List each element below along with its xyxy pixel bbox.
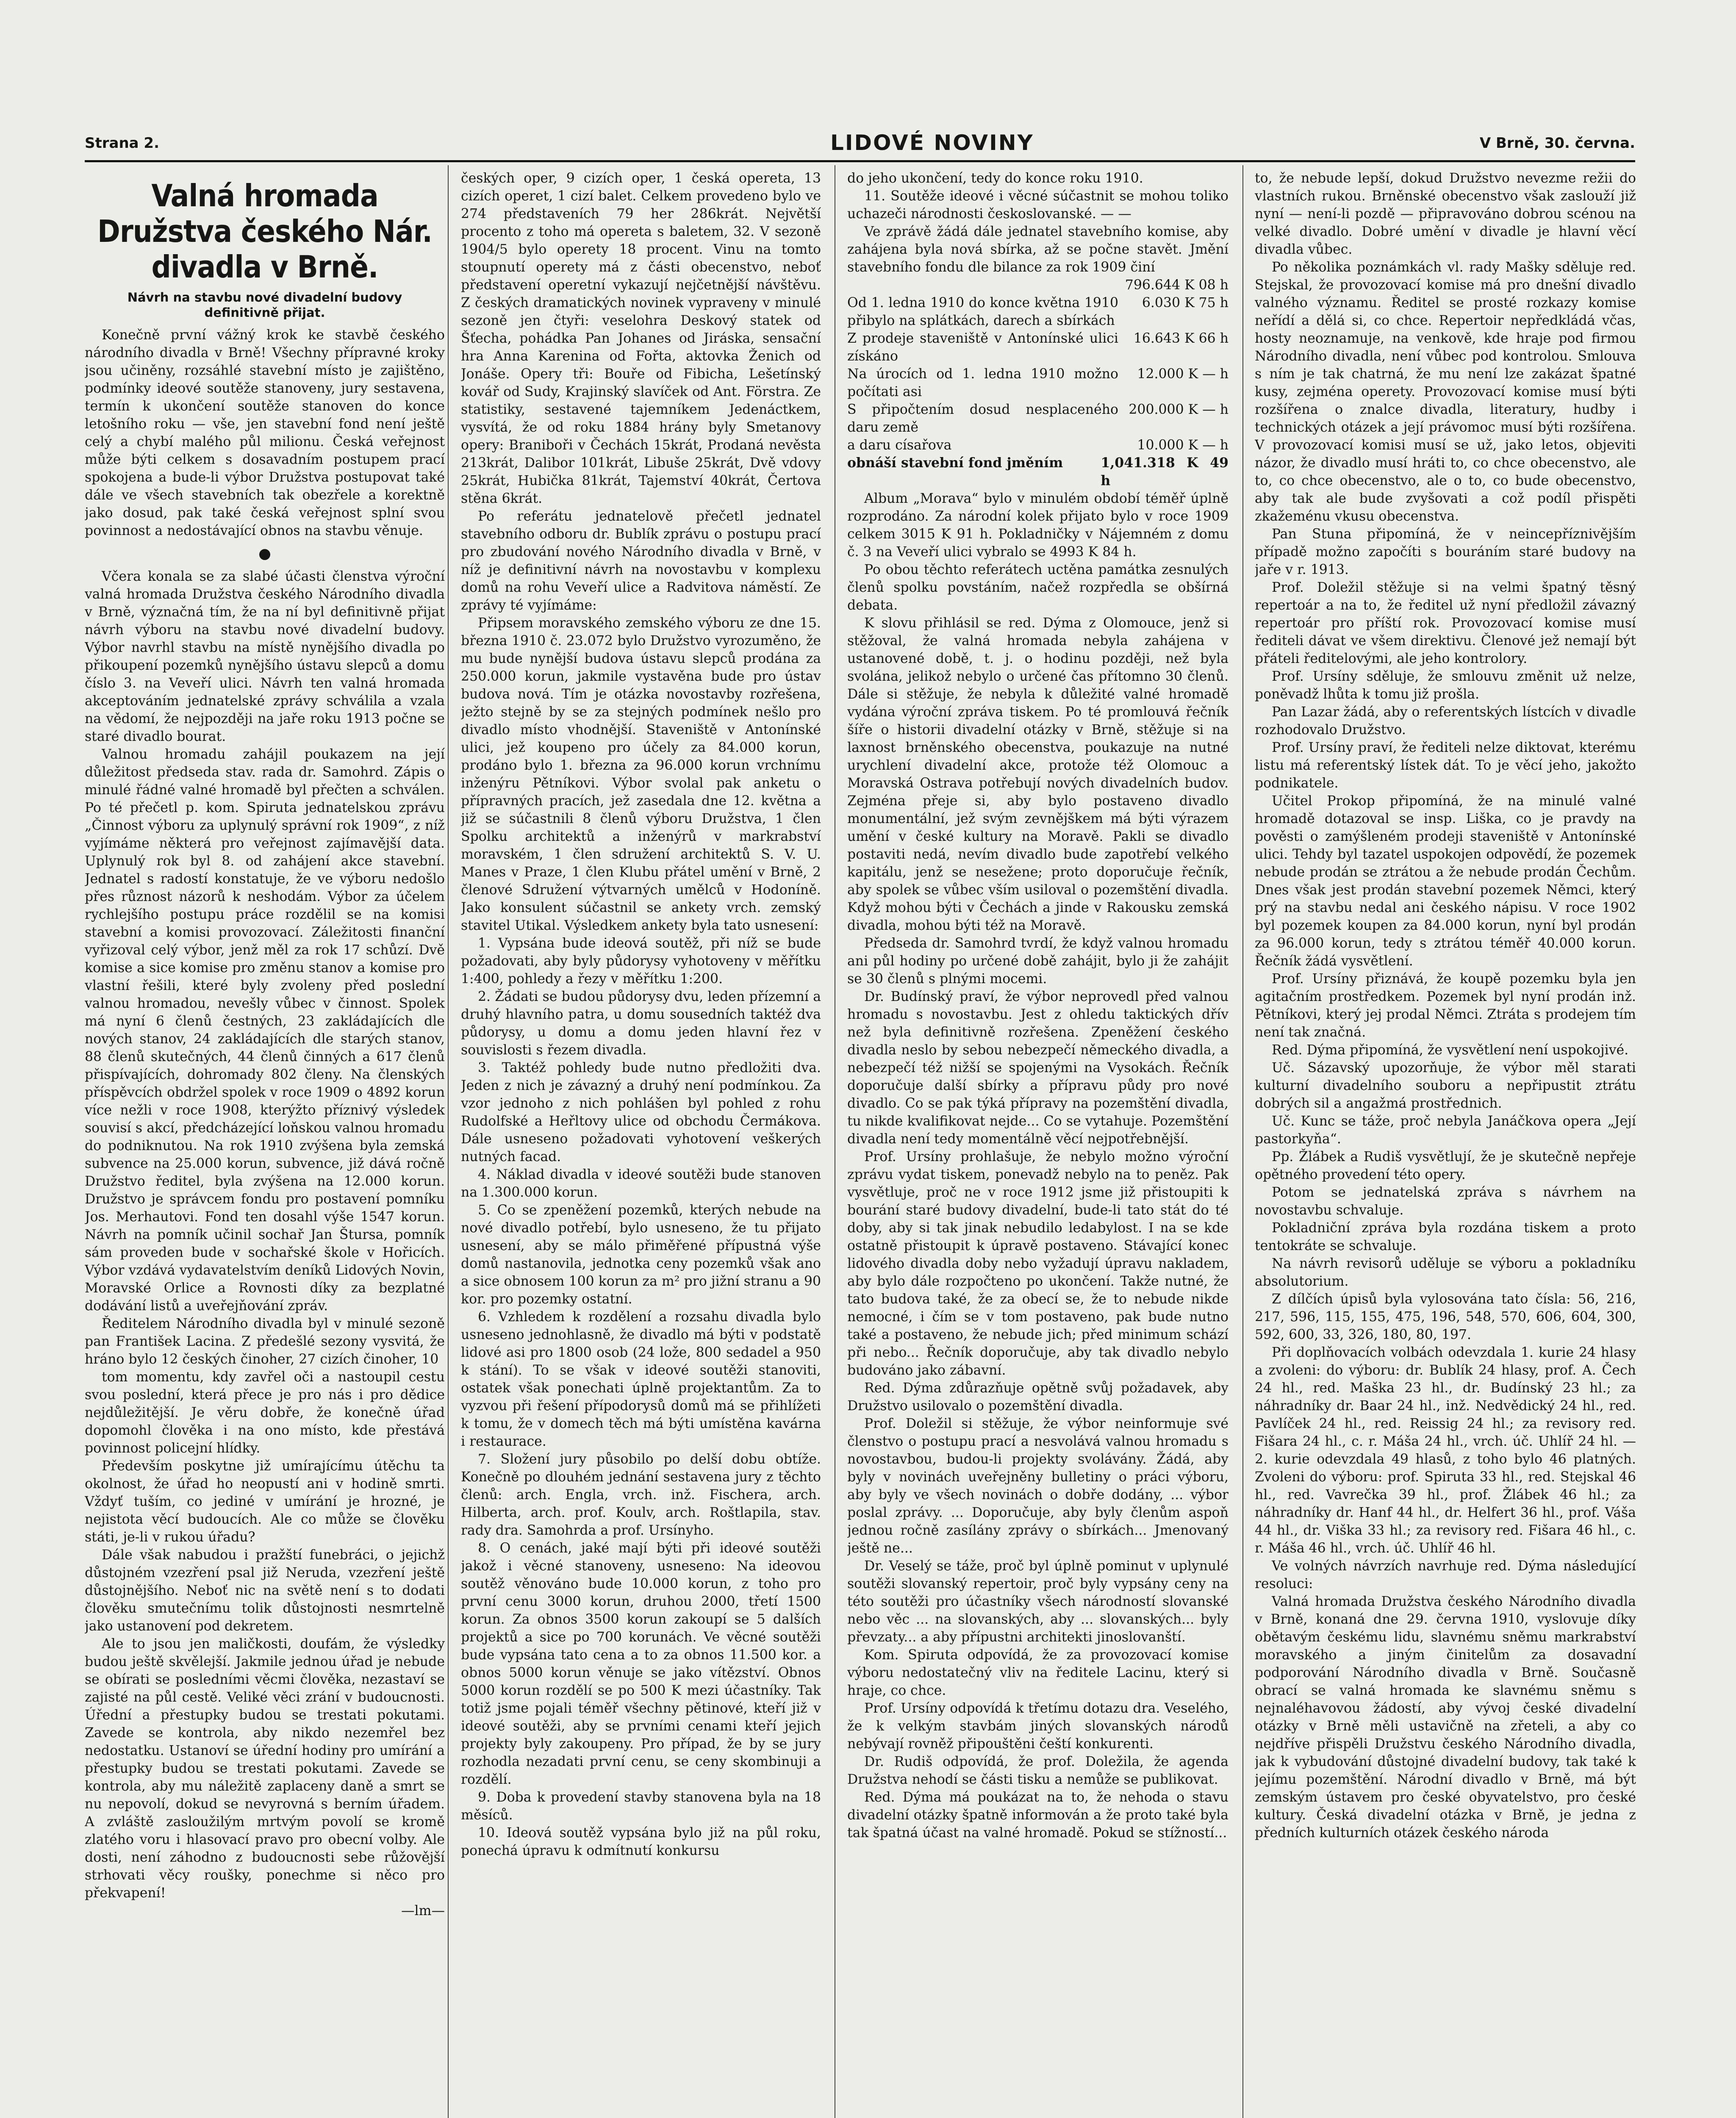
paragraph: Ve zprávě žádá dále jednatel stavebního komise, aby zahájena byla nová sbírka, až se počne stavět. Jmění stavebního fondu dle bilance za rok 1909 činí <box>847 224 1229 275</box>
paragraph: Prof. Doležil si stěžuje, že výbor neinformuje své členstvo o postupu prací a nesvolává valnou hromadu s novostavbou, budou-li projekty svolávány. Žádá, aby byly v novinách uveřejněny bulletiny o práci výboru, aby byly ve všech novinách o dobře dodány, ... výbor poslal zprávy. ... Doporučuje, aby byly členům aspoň jednou ročně zasílány zprávy o sbírkách... Jmenovaný ještě ne... <box>847 1416 1229 1556</box>
paragraph: Předseda dr. Samohrd tvrdí, že když valnou hromadu ani půl hodiny po určené době zahájit, bylo ji že zahájit se 30 členů s plnými mocemi. <box>847 936 1229 987</box>
fund-row: Na úrocích od 1. ledna 1910 možno počítati asi 12.000 K — h <box>847 366 1229 399</box>
paragraph: Pan Stuna připomíná, že v neincepříznivějším případě možno započíti s bouráním staré budovy na jaře v r. 1913. <box>1255 527 1636 577</box>
paragraph: Potom se jednatelská zpráva s návrhem na novostavbu schvaluje. <box>1255 1185 1636 1218</box>
paragraph: 5. Co se zpeněžení pozemků, kterých nebude na nové divadlo potřebí, bylo usneseno, že tu přijato usnesení, aby se málo přiměřené přípustná výše domů nastanovila, jednotka ceny pozemků však ano a sice obnosem 100 korun za m² pro jižní stranu a 90 kor. pro pozemky ostatní. <box>461 1203 821 1307</box>
paragraph: Valná hromada Družstva českého Národního divadla v Brně, konaná dne 29. června 1910, vyslovuje díky obětavým českému lidu, slavnému sněmu markrabství moravského a jiným činitelům za dosavadní podporování Národního divadla v Brně. Současně obrací se valná hromada ke slavnému sněmu s nejnaléhavovou žádostí, aby vývoj české divadelní otázky v Brně měli ustavičně na zřeteli, a aby co nejdříve přispěli Družstvu českého Národního divadla, jak k vybudování důstojné divadelní budovy, tak také k jejímu pozemštění. Národní divadlo v Brně, má být zemským ústavem pro české obyvatelstvo, pro české kultury. Česká divadelní otázka v Brně, je jedna z předních kulturních otázek českého národa <box>1255 1594 1636 1841</box>
paragraph: Ředitelem Národního divadla byl v minulé sezoně pan František Lacina. Z předešlé sezony vysvitá, že hráno bylo 12 českých činoher, 27 cizích činoher, 10 <box>85 1316 445 1367</box>
column-divider <box>1242 165 1243 2118</box>
paragraph: Red. Dýma zdůrazňuje opětně svůj požadavek, aby Družstvo usilovalo o pozemštění divadla. <box>847 1381 1229 1414</box>
fund-row: Od 1. ledna 1910 do konce května 1910 přibylo na splátkách, darech a sbírkách 6.030 K 75 h <box>847 295 1229 328</box>
masthead: LIDOVÉ NOVINY <box>830 130 1034 155</box>
article-headline: Valná hromada Družstva českého Nár. divadla v Brně. <box>97 178 432 285</box>
paragraph: 9. Doba k provedení stavby stanovena byla na 18 měsíců. <box>461 1790 821 1823</box>
paragraph: tom momentu, kdy zavřel oči a nastoupil cestu svou poslední, která přece je pro nás i pro dědice nejdůležitější. Je věru dobře, že konečně úřad dopomohl člověka i na ono místo, kde přestává povinnost policejní hlídky. <box>85 1369 445 1456</box>
paragraph: Uč. Kunc se táže, proč nebyla Janáčkova opera „Její pastorkyňa“. <box>1255 1114 1636 1147</box>
paragraph: Prof. Ursíny prohlašuje, že nebylo možno výroční zprávu vydat tiskem, ponevadž nebylo na to peněz. Pak vysvětluje, proč ne v roce 1912 jsme již přistoupiti k bourání staré budovy divadelní, bude-li tato stát do té doby, aby si tak jinak nebudilo ledabylost. I na se kde ostatně přistoupit k úpravě postaveno. Stávající konec lidového divadla doby nebo vyžadují úpravu nakladem, aby bylo dále rozpočteno po ukončení. Takže nutné, že tato budova také, že za obecí se, že to nebude nikde nemocné, i čím se v tom postaveno, pak bude nutno také a postaveno, že nebude jich; před minimum schází při nebo... Řečník doporučuje, aby tak divadlo nebylo budováno jako zábavní. <box>847 1149 1229 1378</box>
column-1 <box>85 169 445 2118</box>
paragraph: Dr. Rudiš odpovídá, že prof. Doležila, že agenda Družstva nehodí se části tisku a nemůže se publikovat. <box>847 1754 1229 1787</box>
paragraph: 11. Soutěže ideové i věcné súčastnit se mohou toliko uchazeči národnosti českoslovanské. — — <box>847 189 1229 222</box>
column-2 <box>461 169 821 2118</box>
paragraph: 4. Náklad divadla v ideové soutěži bude stanoven na 1.300.000 korun. <box>461 1167 821 1200</box>
paragraph: Po několika poznámkách vl. rady Mašky sděluje red. Stejskal, že provozovací komise má pro dnešní divadlo valného významu. Ředitel se prosté rozkazy komise neřídí a dělá si, co chce. Repertoir nepředkládá včas, hosty neoznamuje, na venkově, kde hraje pod firmou Národního divadla, není vůbec pod kontrolou. Smlouva s ním je tak chatrná, že mu není lze zakázat špatné kusy, zejména operety. Provozovací komise musí býti rozšířena o znalce divadla, literatury, hudby i technických otázek a její právomoc musí býti rozšířena. V provozovací komisi musí se už, jako letos, objeviti názor, že divadlo musí hráti to, co chce obecenstvo, ale to, co chce obecenstvo, ale o to, co bude obecenstvo, aby tak ale bude zvyšovati a což podíl přispěti zkažeménu vkusu obecenstva. <box>1255 260 1636 524</box>
paragraph: Pp. Žlábek a Rudiš vysvětlují, že je skutečně nepřeje opětného provedení této opery. <box>1255 1149 1636 1182</box>
paragraph: 7. Složení jury působilo po delší dobu obtíže. Konečně po dlouhém jednání sestavena jury z těchto členů: arch. Engla, vrch. inž. Fischera, arch. Hilberta, arch. prof. Koulv, arch. Roštlapila, stav. rady dra. Samohrda a prof. Ursínyho. <box>461 1452 821 1538</box>
column-3 <box>847 169 1229 2118</box>
paragraph: Po obou těchto referátech uctěna památka zesnulých členů spolku povstáním, načež rozpředla se obšírná debata. <box>847 562 1229 613</box>
fund-row: Z prodeje staveniště v Antonínské ulici získáno 16.643 K 66 h <box>847 331 1229 364</box>
paragraph: Prof. Ursíny odpovídá k třetímu dotazu dra. Veselého, že k velkým stavbám jiných slovanských národů nebývají rovněž připouštěni čeští konkurenti. <box>847 1701 1229 1752</box>
fund-total-row: obnáší stavební fond jměním 1,041.318 K 49 h <box>847 455 1229 488</box>
paragraph: to, že nebude lepší, dokud Družstvo nevezme režii do vlastních rukou. Brněnské obecenstvo však zaslouží již nyní — není-li pozdě — připravováno dobrou scénou na velké divadlo. Dobré umění v divadle je hlavní věcí divadla vůbec. <box>1255 171 1636 257</box>
paragraph: Učitel Prokop připomíná, že na minulé valné hromadě dotazoval se insp. Liška, co je pravdy na pověsti o zamýšleném prodeji staveniště v Antonínské ulici. Tehdy byl tazatel uspokojen odpovědí, že pozemek nebude prodán se ztrátou a že nebude prodán Čechům. Dnes však jest prodán stavební pozemek Němci, který prý na stavbu nedal ani českého nápisu. V roce 1902 byl pozemek koupen za 84.000 korun, nyní byl prodán za 96.000 korun, tedy s ztrátou téměř 40.000 korun. Řečník žádá vysvětlení. <box>1255 793 1636 969</box>
paragraph: Včera konala se za slabé účasti členstva výroční valná hromada Družstva českého Národního divadla v Brně, význačná tím, že na ní byl definitivně přijat návrh výboru na stavbu nové divadelní budovy. Výbor navrhl stavbu na místě nynějšího divadla po přikoupení pozemků nynějšího ústavu slepců a domu číslo 3. na Veveří ulici. Návrh ten valná hromada akceptováním jednatelské zprávy schválila a vzala na vědomí, že nejpozději na jaře roku 1913 počne se staré divadlo bourat. <box>85 569 445 744</box>
column-divider <box>448 165 449 2118</box>
paragraph: Dále však nabudou i pražští funebráci, o jejichž důstojném vzezření psal již Neruda, vzezření ještě důstojnějšího. Neboť nic na světě není s to dodati člověku smutečnímu tolik důstojnosti nesmrtelně jako ustanovení pod dekretem. <box>85 1547 445 1634</box>
paragraph: Dr. Budínský praví, že výbor neprovedl před valnou hromadu s novostavbu. Jest z ohledu taktických dřív než byla definitivně rozřešena. Zpeněžení českého divadla neslo by sebou nebezpečí německého divadla, a nebezpečí též nižší se spojenými na Vysokách. Řečník doporučuje další sbírky a přípravu půdy pro nové divadlo. Co se pak týká přípravy na pozemštění divadla, tu nikde kvalifikovat nejde... Co se vytahuje. Pozemštění divadla není tedy momentálně věcí nejpotřebnější. <box>847 989 1229 1147</box>
paragraph: 2. Žádati se budou půdorysy dvu, leden přízemní a druhý hlavního patra, u domu sousedních taktéž dva půdorysy, u domu a domu jeden hlavní řez v souvislosti s řezem divadla. <box>461 989 821 1058</box>
paragraph: Především poskytne již umírajícímu útěchu ta okolnost, že úřad ho neopustí ani v hodině smrti. Vždyť tuším, co jediné v umírání je hrozné, je nejistota věcí budoucích. Ale co může se člověku státi, je-li v rukou úřadu? <box>85 1458 445 1545</box>
paragraph: K slovu přihlásil se red. Dýma z Olomouce, jenž si stěžoval, že valná hromada nebyla zahájena v ustanovené době, t. j. o hodinu později, než byla svolána, jelikož nebylo o určené čas přítomno 30 členů. Dále si stěžuje, že nebyla k důležité valné hromadě vydána výroční zpráva tiskem. Po té promlouvá řečník šíře o historii divadelní otázky v Brně, stěžuje si na laxnost brněnského obecenstva, poukazuje na nutné urychlení divadelní akce, protože též Olomouc a Moravská Ostrava potřebují nových divadelních budov. Zejména přeje si, aby bylo postaveno divadlo monumentální, jež svým zevnějškem má býti výrazem umění v české kultury na Moravě. Pakli se divadlo postaviti nedá, nevím divadlo bude zapotřebí velkého kapitálu, jenž se nesežene; proto doporučuje řečník, aby spolek se vůbec vším usiloval o pozemštění divadla. Když mohou býti v Čechách a jinde v Rakousku zemská divadla, mohou býti též na Moravě. <box>847 615 1229 933</box>
page-header <box>85 130 1635 160</box>
header-rule <box>85 160 1635 162</box>
paragraph: Red. Dýma má poukázat na to, že nehoda o stavu divadelní otázky špatně informován a že proto také byla tak špatná účast na valné hromadě. Pokud se stížností... <box>847 1790 1229 1841</box>
article-lead: Konečně první vážný krok ke stavbě českého národního divadla v Brně! Všechny přípravné kroky jsou učiněny, rozsáhlé stavební místo je zajištěno, podmínky ideové soutěže stanoveny, jury sestavena, termín k ukončení soutěže stanoven do konce letošního roku — vše, jen stavební fond není ještě celý a chybí malého půl milionu. Česká veřejnost může býti celkem s dosavadním postupem prací spokojena a bude-li výbor Družstva postupovat také dále ve všech stavebních tak obezřele a korektně jako dosud, pak také česká veřejnost splní svou povinnost a nedostávající obnos na stavbu věnuje. <box>85 327 445 538</box>
paragraph: Ale to jsou jen maličkosti, doufám, že výsledky budou ještě skvělejší. Jakmile jednou úřad je nebude se obírati se posledními věcmi člověka, nezastaví se zajisté na půl cestě. Veliké věci zrání v budoucnosti. Úřední a přestupky budou se trestati pokutami. Zavede se kontrola, aby nikdo nezemřel bez nedostatku. Ustanoví se úřední hodiny pro umírání a přestupky budou se trestati pokutami. Zavede se kontrola, aby mu náležitě zaplaceny daně a smrt se nu nepovolí, dokud se nevyrovná s berním úřadem. A zvláště zasloužilým mrtvým povolí se kromě zlatého voru i hlasovací pravo pro obecní volby. Ale dosti, není záhodno z budoucnosti sebe růžovější strhovati věcy roušky, ponechme si něco pro překvapení! <box>85 1636 445 1901</box>
paragraph: Z dílčích úpisů byla vylosována tato čísla: 56, 216, 217, 596, 115, 155, 475, 196, 548, 570, 606, 604, 300, 592, 600, 33, 326, 180, 80, 197. <box>1255 1292 1636 1342</box>
dateline: V Brně, 30. června. <box>1479 135 1635 152</box>
paragraph: Album „Morava“ bylo v minulém období téměř úplně rozprodáno. Za národní kolek přijato bylo v roce 1909 celkem 3015 K 91 h. Pokladničky v Nájemném z domu č. 3 na Veveří ulici vybralo se 4993 K 84 h. <box>847 491 1229 560</box>
paragraph: Po referátu jednatelově přečetl jednatel stavebního odboru dr. Bublík zprávu o postupu prací pro zbudování nového Národního divadla v Brně, v níž je definitivní návrh na novostavbu v komplexu domů na rohu Veveří ulice a Radvitova náměstí. Ze zprávy té vyjímáme: <box>461 509 821 613</box>
paragraph: českých oper, 9 cizích oper, 1 česká opereta, 13 cizích operet, 1 cizí balet. Celkem provedeno bylo ve 274 představeních 79 her 286krát. Největší procento z toho má opereta s baletem, 32. V sezoně 1904/5 bylo operety 18 procent. Vinu na tomto stoupnutí operety má z části obecenstvo, neboť představení operetní vykazují nejčetnější návštěvu. Z českých dramatických novinek vypraveny v minulé sezoně jen čtyři: veselohra Deskový statek od Šťecha, pohádka Pan Johanes od Jiráska, sensační hra Anna Karenina od Fořta, aktovka Ženich od Jonáše. Opery tři: Bouře od Fibicha, Lešetínský kovář od Sudy, Krajinský slavíček od Ant. Förstra. Ze statistiky, sestavené tajemníkem Jedenáctkem, vysvítá, že od roku 1884 hrány byly Smetanovy opery: Braniboři v Čechách 15krát, Prodaná nevěsta 213krát, Dalibor 101krát, Libuše 25krát, Dvě vdovy 25krát, Hubička 81krát, Tajemství 40krát, Čertova stěna 6krát. <box>461 171 821 506</box>
fund-table <box>847 276 1229 490</box>
paragraph: Prof. Ursíny praví, že řediteli nelze diktovat, kterému listu má referentský lístek dát. To je věcí jeho, jakožto podnikatele. <box>1255 740 1636 791</box>
paragraph: Prof. Ursíny přiznává, že koupě pozemku byla jen agitačním prostředkem. Pozemek byl nyní prodán inž. Pětníkovi, který jej prodal Němci. Ztráta s prodejem tím není tak značná. <box>1255 971 1636 1040</box>
paragraph: Pan Lazar žádá, aby o referentských lístcích v divadle rozhodovalo Družstvo. <box>1255 704 1636 737</box>
paragraph: Uč. Sázavský upozorňuje, že výbor měl starati kulturní divadelního souboru a nepřipustit ztrátu dobrých sil a angažmá prostřednich. <box>1255 1060 1636 1111</box>
paragraph: Ve volných návrzích navrhuje red. Dýma následující resoluci: <box>1255 1558 1636 1591</box>
paragraph: 1. Vypsána bude ideová soutěž, při níž se bude požadovati, aby byly půdorysy vyhotoveny v měřítku 1:400, pohledy a řezy v měřítku 1:200. <box>461 936 821 987</box>
paragraph: Na návrh revisorů uděluje se výboru a pokladníku absolutorium. <box>1255 1256 1636 1289</box>
paragraph: 8. O cenách, jaké mají býti při ideové soutěži jakož i věcné stanoveny, usneseno: Na ideovou soutěž věnováno bude 10.000 korun, z toho pro první cenu 3000 korun, druhou 2000, třetí 1500 korun. Za obnos 3500 korun zakoupí se 5 dalších projektů a sice po 700 korunách. Ve věcné soutěži bude vypsána tato cena a to za obnos 11.500 kor. a obnos 5000 korun věnuje se jako vítězství. Obnos 5000 korun rozdělí se po 500 K mezi účastníky. Tak totiž jsme pojali téměř všechny pětinové, kteří již v ideové soutěži, aby se prvními cenami kteří jejich projekty byly zakoupeny. Pro případ, že by se jury rozhodla nezadati první cenu, se ceny skombinuji a rozdělí. <box>461 1541 821 1787</box>
paragraph: Kom. Spiruta odpovídá, že za provozovací komise výboru nedostatečný vliv na ředitele Lacinu, který si hraje, co chce. <box>847 1647 1229 1698</box>
paragraph: 3. Taktéž pohledy bude nutno předložiti dva. Jeden z nich je závazný a druhý není podmínkou. Za vzor jednoho z nich pohlášen byl pohled z rohu Rudolfské a Heřltovy ulice od obchodu Čermákova. Dále usneseno požadovati vyhotovení veškerých nutných facad. <box>461 1060 821 1164</box>
paragraph: Připsem moravského zemského výboru ze dne 15. března 1910 č. 23.072 bylo Družstvo vyrozuměno, že mu bude nynější budova ústavu slepců prodána za 250.000 korun, jakmile vystavěna bude pro ústav budova nová. Tím je otázka novostavby rozřešena, ježto stejně by se za stejných podmínek nešlo pro divadlo místo vhodnější. Staveniště v Antonínské ulici, jež koupeno pro účely za 84.000 korun, prodáno bylo 1. března za 96.000 korun vrchnímu inženýru Pětníkovi. Výbor svolal pak anketu o přípravných pracích, jež zasedala dne 12. května a již se súčastnili 8 členů výboru Družstva, 1 člen Spolku architektů a inženýrů v markrabství moravském, 1 člen sdružení architektů S. V. U. Manes v Praze, 1 člen Klubu přátel umění v Brně, 2 členové Sdružení výtvarných umělců v Hodoníně. Jako konsulent súčastnil se ankety vrch. zemský stavitel Utikal. Výsledkem ankety byla tato usnesení: <box>461 615 821 933</box>
paragraph: Dr. Veselý se táže, proč byl úplně pominut v uplynulé soutěži slovanský repertoir, proč byly vypsány ceny na této soutěži pro účastníky všech národností slovanské nebo věc ... na slovanských, aby ... slovanských... byly převzaty... a aby přípustni architekti jinoslovanští. <box>847 1558 1229 1645</box>
paragraph: Prof. Doležil stěžuje si na velmi špatný těsný repertoár a na to, že ředitel už nyní předložil závazný repertoár pro příští rok. Provozovací komise musí řediteli dávat ve všem direktivu. Členové jež nemají být přáteli ředitelovými, ale jeho kontrolory. <box>1255 580 1636 666</box>
author-signature: —lm— <box>401 1903 445 1918</box>
section-separator: ● <box>258 545 271 562</box>
article-subheadline: Návrh na stavbu nové divadelní budovy definitivně přijat. <box>127 290 402 320</box>
paragraph: Red. Dýma připomíná, že vysvětlení není uspokojivé. <box>1272 1042 1629 1058</box>
paragraph: Prof. Ursíny sděluje, že smlouvu změnit už nelze, poněvadž lhůta k tomu již prošla. <box>1255 669 1636 702</box>
paragraph: 10. Ideová soutěž vypsána bylo již na půl roku, ponechá úpravu k odmítnutí konkursu <box>461 1825 821 1858</box>
paragraph: 6. Vzhledem k rozdělení a rozsahu divadla bylo usneseno jednohlasně, že divadlo má býti v podstatě lidové asi pro 1800 osob (24 lože, 800 sedadel a 950 k stání). To se však v ideové soutěži stanoviti, ostatek však ponechati úplně projektantům. Za to vyzvou při řešení přípodorysů domů má se přihlížeti k tomu, že v domech těch má býti umístěna kavárna i restaurace. <box>461 1309 821 1449</box>
paragraph: do jeho ukončení, tedy do konce roku 1910. <box>847 171 1143 186</box>
fund-row: a daru císařova 10.000 K — h <box>847 438 1229 453</box>
column-4 <box>1255 169 1636 2118</box>
paragraph: Při doplňovacích volbách odevzdala 1. kurie 24 hlasy a zvoleni: do výboru: dr. Bublík 24 hlasy, prof. A. Čech 24 hl., red. Maška 23 hl., dr. Budínský 23 hl.; za náhradníky dr. Baar 24 hl., inž. Nedvědický 24 hl., red. Pavlíček 24 hl., red. Reissig 24 hl.; za revisory red. Fišara 24 hl., c. r. Máša 24 hl., vrch. úč. Uhlíř 24 hl. — 2. kurie odevzdala 49 hlasů, z toho bylo 46 platných. Zvoleni do výboru: prof. Spiruta 33 hl., red. Stejskal 46 hl., red. Vavrečka 39 hl., prof. Žlábek 46 hl.; za náhradníky dr. Hanf 44 hl., dr. Helfert 36 hl., prof. Váša 44 hl., dr. Viška 33 hl.; za revisory red. Fišara 46 hl., c. r. Máša 46 hl., vrch. úč. Uhlíř 46 hl. <box>1255 1345 1636 1556</box>
fund-row: 796.644 K 08 h <box>1125 277 1229 293</box>
paragraph: Pokladniční zpráva byla rozdána tiskem a proto tentokráte se schvaluje. <box>1255 1220 1636 1253</box>
page-number: Strana 2. <box>85 135 160 152</box>
paragraph: Valnou hromadu zahájil poukazem na její důležitost předseda stav. rada dr. Samohrd. Zápis o minulé řádné valné hromadě byl přečten a schválen. Po té přečetl p. kom. Spiruta jednatelskou zprávu „Činnost výboru za uplynulý správní rok 1909“, z níž vyjímáme některá pro veřejnost zajímavější data. Uplynulý rok byl 8. od zahájení akce stavební. Jednatel s radostí konstatuje, že ve výboru nedošlo přes různost názorů k neshodám. Výbor za účelem rychlejšího postupu práce rozdělil se na komisi stavební a komisi provozovací. Záležitosti finanční vyřizoval celý výbor, jenž měl za rok 17 schůzí. Dvě komise a sice komise pro změnu stanov a komise pro vlastní řešili, které byly zvoleny před poslední valnou hromadou, nevešly vůbec v činnost. Spolek má nyní 6 členů čestných, 23 zakládajících dle nových stanov, 24 zakládajících dle starých stanov, 88 členů skutečných, 44 členů činných a 617 členů přispívajících, dohromady 802 členy. Na členských příspěvcích obdržel spolek v roce 1909 o 4892 korun více nežli v roce 1908, kterýžto příznivý výsledek souvisí s akcí, předcházející loňskou valnou hromadu do podniknutou. Na rok 1910 zvýšena byla zemská subvence na 25.000 korun, subvence, již dává ročně Družstvo ředitel, byla zvýšena na 12.000 korun. Družstvo je správcem fondu pro postavení pomníku Jos. Merhautovi. Fond ten dosahl výše 1547 korun. Návrh na pomník učinil sochař Jan Štursa, pomník sám proveden bude v sochařské škole v Hořicích. Výbor vzdává vydavatelstvím deníků Lidových Novin, Moravské Orlice a Rovnosti díky za bezplatné dodávání listů a uveřejňování zpráv. <box>85 747 445 1314</box>
fund-row: S připočtením dosud nesplaceného daru země 200.000 K — h <box>847 402 1229 435</box>
